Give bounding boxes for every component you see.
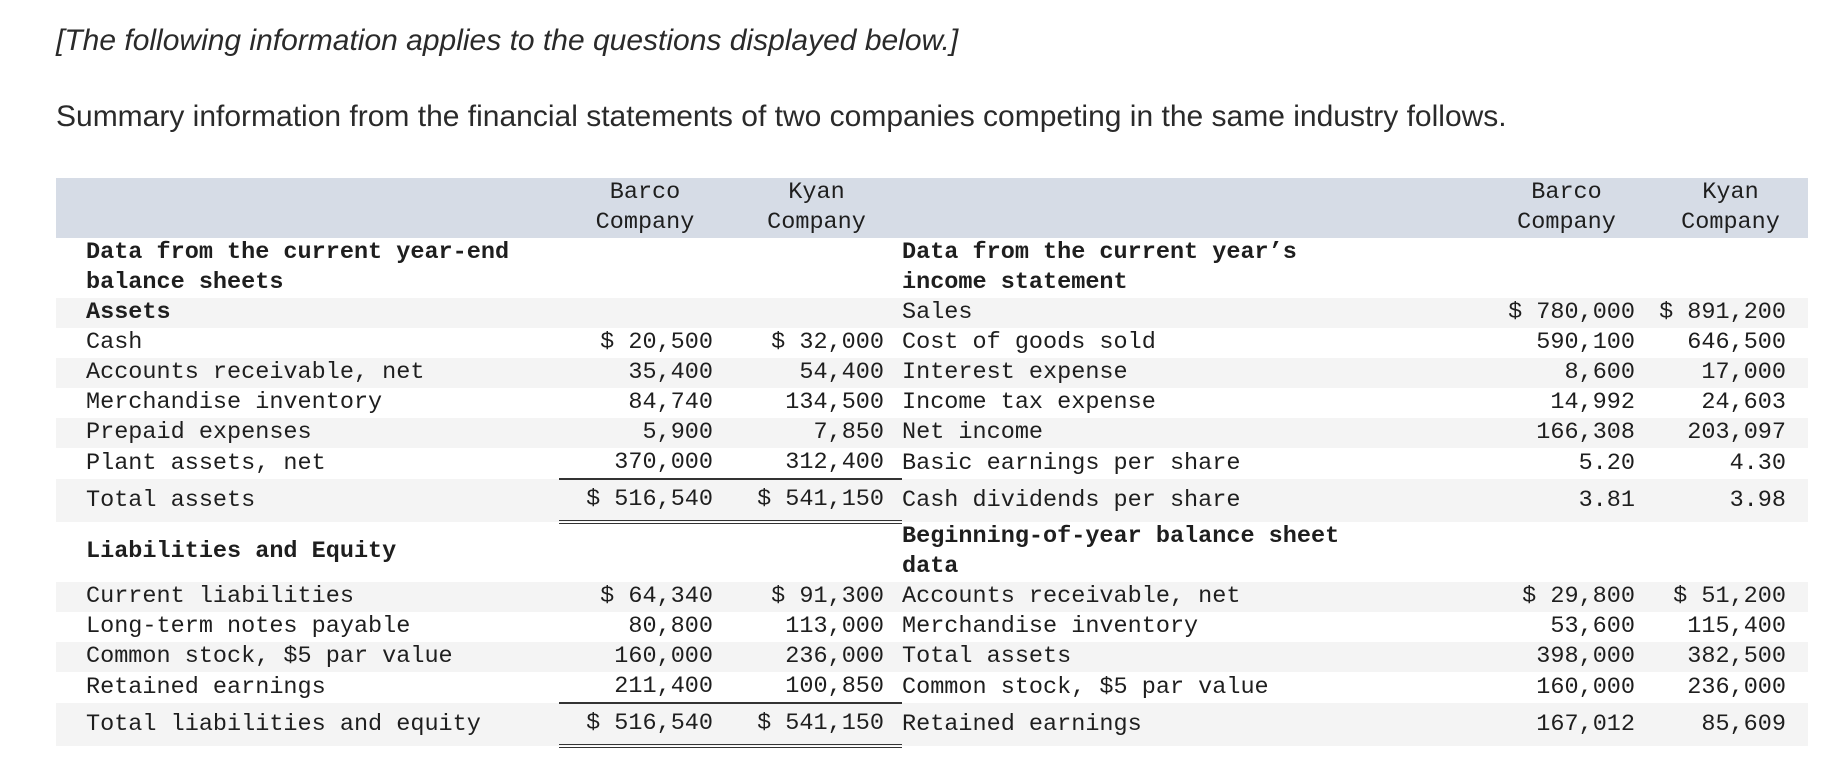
table-row: Merchandise inventory 84,740 134,500 Income tax expense 14,992 24,603 — [86, 389, 1786, 416]
table-row: Retained earnings 211,400 100,850 Common stock, $5 par value 160,000 236,000 — [56, 672, 1808, 703]
col-barco-header-right: Barco — [1480, 178, 1653, 208]
table-row: Plant assets, net 370,000 312,400 Basic earnings per share 5.20 4.30 — [56, 448, 1808, 479]
summary-text: Summary information from the financial statements of two companies competing in the same industry follows. — [56, 100, 1507, 133]
table-row: balance sheets income statement — [86, 269, 1128, 296]
assets-heading: Assets — [56, 298, 559, 328]
table-row — [56, 522, 1808, 552]
col-kyan-header: Kyan — [731, 178, 902, 208]
col-barco-header: Barco — [559, 178, 731, 208]
table-row: Assets Sales $ 780,000 $ 891,200 — [56, 298, 1808, 328]
income-section-title: Data from the current year’s — [902, 239, 1297, 266]
table-row: Total liabilities and equity $ 516,540 $ 541,150 Retained earnings 167,012 85,609 — [56, 703, 1808, 746]
table-row — [56, 238, 1808, 268]
header-row-2: Company Company Company Company — [56, 208, 1808, 238]
liabilities-heading: Liabilities and Equity — [86, 538, 397, 565]
table-row: Cash $ 20,500 $ 32,000 Cost of goods sold 590,100 646,500 — [86, 329, 1786, 356]
info-note: [The following information applies to the questions displayed below.] — [56, 24, 959, 57]
balance-section-title: Data from the current year-end — [86, 239, 510, 266]
cut-off-heading — [56, 0, 1036, 8]
financial-data-table — [56, 178, 1808, 748]
table-row: Accounts receivable, net 35,400 54,400 Interest expense 8,600 17,000 — [56, 358, 1808, 388]
table-row: Prepaid expenses 5,900 7,850 Net income 166,308 203,097 — [56, 418, 1808, 448]
beginning-section-title: Beginning-of-year balance sheet — [902, 523, 1340, 550]
table-row: Total assets $ 516,540 $ 541,150 Cash dividends per share 3.81 3.98 — [56, 479, 1808, 522]
total-liabilities-label: Total liabilities and equity — [56, 703, 559, 746]
table-row: data — [902, 553, 959, 580]
table-row: Common stock, $5 par value 160,000 236,000 Total assets 398,000 382,500 — [56, 642, 1808, 672]
table-row: Current liabilities $ 64,340 $ 91,300 Accounts receivable, net $ 29,800 $ 51,200 — [56, 582, 1808, 612]
col-kyan-header-right: Kyan — [1653, 178, 1808, 208]
table-row: Long-term notes payable 80,800 113,000 Merchandise inventory 53,600 115,400 — [86, 613, 1786, 640]
header-row — [56, 178, 1808, 208]
total-assets-label: Total assets — [56, 479, 559, 522]
